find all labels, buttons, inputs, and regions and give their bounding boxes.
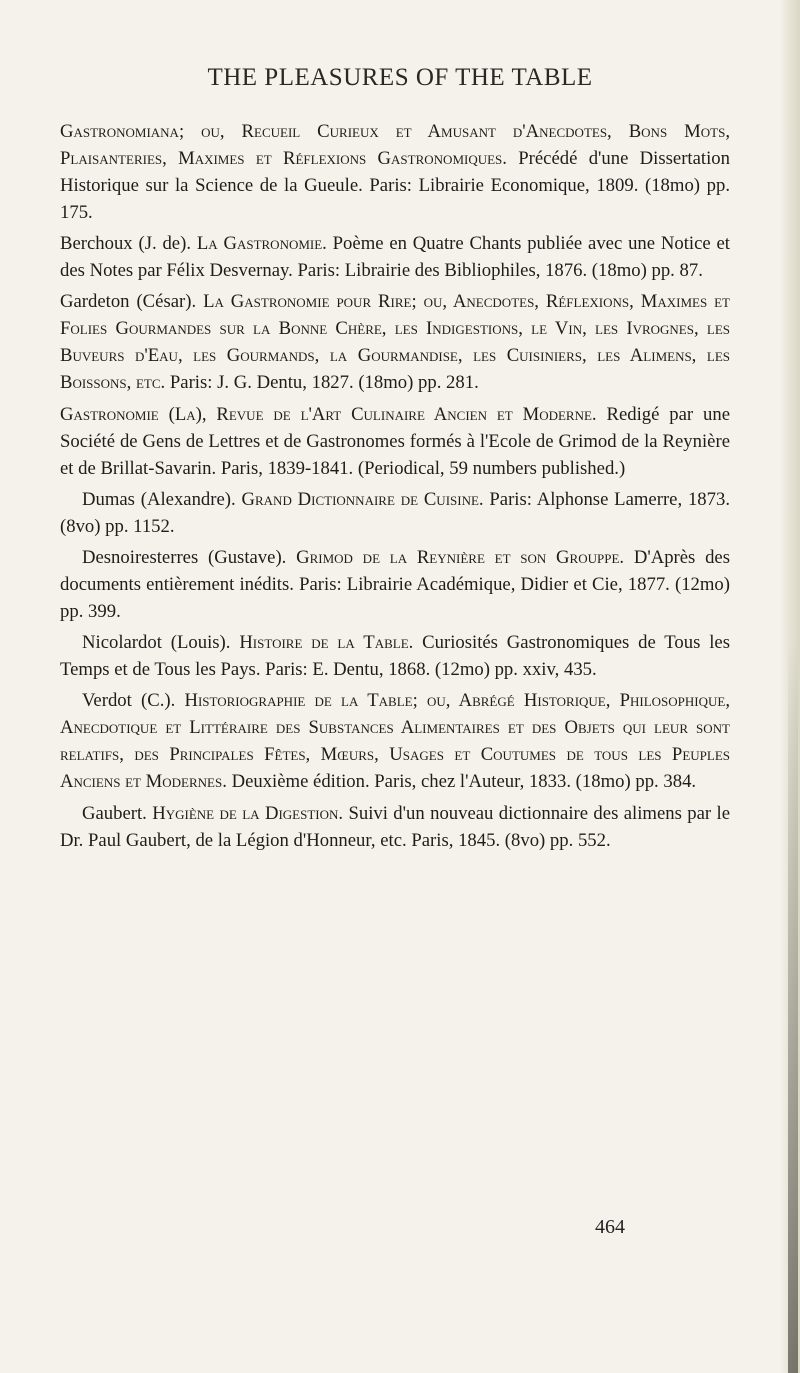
entry-author: Gardeton (César). [60,291,204,313]
page-edge-shadow [788,640,798,1373]
entry-author: Dumas (Alexandre). [82,488,242,510]
entry-details: Paris: J. G. Dentu, 1827. (18mo) pp. 281. [165,372,479,394]
entry-title: Grimod de la Reynière et son Grouppe. [296,546,625,568]
entry-title: La Gastronomie pour Rire; ou, Anecdotes, Réflexions, Maximes et Folies Gourmandes sur la Bonne Chère, les Indigestions, le Vin, les Ivrognes, les Buveurs d'Eau, les Gourmands, la Gourmandise, les Cuisiniers, les Alimens, les Boissons, etc. [60,291,731,394]
bibliography-entry [60,800,730,854]
entry-author: Berchoux (J. de). [60,233,197,255]
entry-title: Grand Dictionnaire de Cuisine. [241,488,484,510]
entry-details: Deuxième édition. Paris, chez l'Auteur, 1833. (18mo) pp. 384. [226,771,697,793]
bibliography-entry [60,687,730,795]
bibliography-entry [60,230,730,284]
entry-details: Paris: Alphonse Lamerre, 1873. (8vo) pp. 1152. [60,488,730,537]
entry-title: Gastronomiana; ou, Recueil Curieux et Amusant d'Anecdotes, Bons Mots, Plaisanteries, Maximes et Réflexions Gastronomiques. [60,121,730,169]
bibliography-entry [60,401,730,482]
running-head: THE PLEASURES OF THE TABLE [207,64,593,91]
entry-title: Gastronomie (La), Revue de l'Art Culinaire Ancien et Moderne. [60,403,597,425]
entry-title: Hygiène de la Digestion. [152,802,344,824]
entry-title: La Gastronomie. [196,233,327,255]
entry-author: Verdot (C.). [82,690,185,712]
entry-author: Gaubert. [82,802,153,824]
entry-details: Redigé par une Société de Gens de Lettres et de Gastronomes formés à l'Ecole de Grimod de la Reynière et de Brillat-Savarin. Paris, 1839-1841. (Periodical, 59 numbers published.) [60,403,730,479]
entry-title: Histoire de la Table. [239,632,414,654]
page-number: 464 [595,1216,625,1238]
bibliography-entry [60,118,730,226]
entry-details: Poème en Quatre Chants publiée avec une Notice et des Notes par Félix Desvernay. Paris: Librairie des Bibliophiles, 1876. (18mo) pp. 87. [60,233,730,282]
bibliography-entry [60,486,730,540]
bibliography-list [60,118,730,858]
entry-details: Précédé d'une Dissertation Historique sur la Science de la Gueule. Paris: Librairie Economique, 1809. (18mo) pp. 175. [60,148,730,223]
entry-details: Curiosités Gastronomiques de Tous les Temps et de Tous les Pays. Paris: E. Dentu, 1868. (12mo) pp. xxiv, 435. [60,632,730,681]
entry-author: Desnoiresterres (Gustave). [82,546,297,568]
bibliography-entry [60,288,730,396]
bibliography-entry [60,629,730,683]
bibliography-entry [60,544,730,625]
entry-details: Suivi d'un nouveau dictionnaire des alimens par le Dr. Paul Gaubert, de la Légion d'Honneur, etc. Paris, 1845. (8vo) pp. 552. [60,802,730,851]
entry-details: D'Après des documents entièrement inédits. Paris: Librairie Académique, Didier et Cie, 1877. (12mo) pp. 399. [60,546,730,622]
entry-author: Nicolardot (Louis). [82,632,240,654]
entry-title: Historiographie de la Table; ou, Abrégé Historique, Philosophique, Anecdotique et Littéraire des Substances Alimentaires et des Objets qui leur sont relatifs, des Principales Fêtes, Mœurs, Usages et Coutumes de tous les Peuples Anciens et Modernes. [60,690,731,793]
